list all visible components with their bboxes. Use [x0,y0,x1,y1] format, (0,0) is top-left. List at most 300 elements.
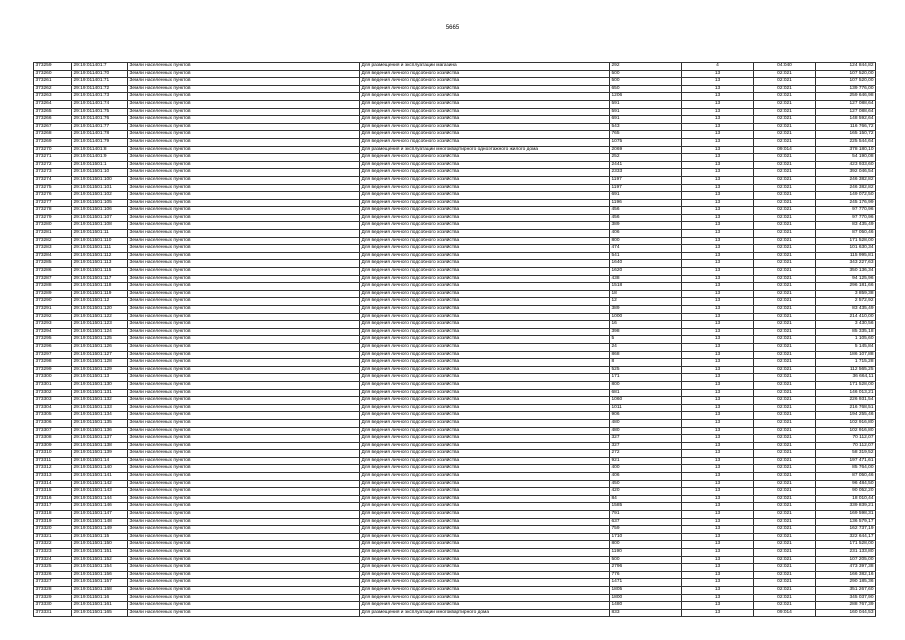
group-code-cell: 13 [682,70,754,78]
area-cell: 1585 [610,503,682,511]
area-cell: 691 [610,192,682,200]
use-code-cell: 02:021 [754,579,816,587]
cadastral-number-cell: 29:19:011501:154 [72,564,128,572]
group-code-cell: 13 [682,526,754,534]
table-row [34,571,876,579]
use-code-cell: 02:021 [754,184,816,192]
permitted-use-cell: Для ведения личного подсобного хозяйства [360,586,610,594]
record-number-cell: 373295 [34,336,72,344]
cadastral-value-cell: 288 767,39 [816,602,876,610]
area-cell: 2796 [610,564,682,572]
record-number-cell: 373275 [34,184,72,192]
table-row [34,518,876,526]
area-cell: 525 [610,366,682,374]
group-code-cell: 13 [682,541,754,549]
area-cell: 400 [610,465,682,473]
permitted-use-cell: Для ведения личного подсобного хозяйства [360,427,610,435]
table-row [34,298,876,306]
record-number-cell: 373261 [34,78,72,86]
use-code-cell: 02:021 [754,518,816,526]
use-code-cell: 02:021 [754,594,816,602]
area-cell: 1197 [610,176,682,184]
cadastral-value-cell: 246 382,82 [816,184,876,192]
land-category-cell: Земли населенных пунктов [128,230,360,238]
group-code-cell: 13 [682,336,754,344]
use-code-cell: 02:021 [754,161,816,169]
cadastral-value-cell: 136 579,17 [816,518,876,526]
record-number-cell: 373294 [34,328,72,336]
group-code-cell: 13 [682,230,754,238]
cadastral-value-cell: 343 227,63 [816,260,876,268]
table-row [34,328,876,336]
cadastral-value-cell: 97 770,96 [816,207,876,215]
cadastral-number-cell: 29:19:011401:71 [72,78,128,86]
area-cell: 18 [610,290,682,298]
use-code-cell: 02:021 [754,199,816,207]
area-cell: 800 [610,381,682,389]
area-cell: 591 [610,100,682,108]
permitted-use-cell: Для ведения личного подсобного хозяйства [360,435,610,443]
cadastral-number-cell: 29:19:011501:165 [72,609,128,617]
permitted-use-cell: Для ведения личного подсобного хозяйства [360,450,610,458]
cadastral-number-cell: 29:19:011501:161 [72,602,128,610]
cadastral-value-cell: 214 410,00 [816,313,876,321]
cadastral-value-cell: 166 382,16 [816,571,876,579]
use-code-cell: 02:021 [754,169,816,177]
group-code-cell: 13 [682,131,754,139]
permitted-use-cell: Для размещения и эксплуатации многоквартирного дома [360,609,610,617]
group-code-cell: 13 [682,93,754,101]
permitted-use-cell: Для ведения личного подсобного хозяйства [360,108,610,116]
cadastral-number-cell: 29:19:011501:158 [72,586,128,594]
permitted-use-cell: Для ведения личного подсобного хозяйства [360,131,610,139]
cadastral-value-cell: 107 520,00 [816,78,876,86]
record-number-cell: 373259 [34,63,72,71]
area-cell: 84 [610,495,682,503]
cadastral-number-cell: 29:19:011501:112 [72,252,128,260]
use-code-cell: 02:021 [754,503,816,511]
cadastral-value-cell: 473 397,38 [816,564,876,572]
use-code-cell: 02:021 [754,457,816,465]
table-row [34,412,876,420]
group-code-cell: 13 [682,306,754,314]
use-code-cell: 02:021 [754,586,816,594]
record-number-cell: 373299 [34,366,72,374]
area-cell: 833 [610,609,682,617]
cadastral-value-cell: 350 136,34 [816,268,876,276]
cadastral-number-cell: 29:19:011501:11 [72,230,128,238]
group-code-cell: 13 [682,85,754,93]
land-category-cell: Земли населенных пунктов [128,237,360,245]
permitted-use-cell: Для ведения личного подсобного хозяйства [360,283,610,291]
cadastral-number-cell: 29:19:011501:137 [72,435,128,443]
table-row [34,450,876,458]
record-number-cell: 373319 [34,518,72,526]
land-category-cell: Земли населенных пунктов [128,457,360,465]
permitted-use-cell: Для ведения личного подсобного хозяйства [360,503,610,511]
table-row [34,419,876,427]
land-category-cell: Земли населенных пунктов [128,100,360,108]
permitted-use-cell: Для ведения личного подсобного хозяйства [360,336,610,344]
use-code-cell: 02:021 [754,389,816,397]
land-category-cell: Земли населенных пунктов [128,450,360,458]
land-category-cell: Земли населенных пунктов [128,389,360,397]
permitted-use-cell: Для ведения личного подсобного хозяйства [360,321,610,329]
use-code-cell: 02:021 [754,154,816,162]
area-cell: 791 [610,511,682,519]
area-cell: 24 [610,343,682,351]
permitted-use-cell: Для ведения личного подсобного хозяйства [360,85,610,93]
cadastral-value-cell: 296 181,66 [816,283,876,291]
land-category-cell: Земли населенных пунктов [128,214,360,222]
land-category-cell: Земли населенных пунктов [128,283,360,291]
group-code-cell: 13 [682,351,754,359]
use-code-cell: 02:021 [754,70,816,78]
cadastral-number-cell: 29:19:011501:134 [72,412,128,420]
table-row [34,184,876,192]
group-code-cell: 13 [682,419,754,427]
permitted-use-cell: Для ведения личного подсобного хозяйства [360,564,610,572]
group-code-cell: 13 [682,480,754,488]
cadastral-value-cell: 216 768,51 [816,404,876,412]
land-category-cell: Земли населенных пунктов [128,138,360,146]
table-row [34,541,876,549]
table-row [34,123,876,131]
land-category-cell: Земли населенных пунктов [128,336,360,344]
area-cell: 800 [610,237,682,245]
area-cell: 1710 [610,533,682,541]
permitted-use-cell: Для ведения личного подсобного хозяйства [360,230,610,238]
cadastral-number-cell: 29:19:011501:102 [72,192,128,200]
record-number-cell: 373283 [34,245,72,253]
land-category-cell: Земли населенных пунктов [128,442,360,450]
table-row [34,78,876,86]
land-category-cell: Земли населенных пунктов [128,290,360,298]
area-cell: 2441 [610,161,682,169]
cadastral-number-cell: 29:19:011501:146 [72,503,128,511]
use-code-cell: 02:021 [754,366,816,374]
area-cell: 500 [610,556,682,564]
table-row [34,214,876,222]
permitted-use-cell: Для ведения личного подсобного хозяйства [360,473,610,481]
land-category-cell: Земли населенных пунктов [128,609,360,617]
permitted-use-cell: Для ведения личного подсобного хозяйства [360,214,610,222]
table-row [34,549,876,557]
table-row [34,138,876,146]
permitted-use-cell: Для ведения личного подсобного хозяйства [360,480,610,488]
land-category-cell: Земли населенных пунктов [128,169,360,177]
use-code-cell: 02:021 [754,549,816,557]
land-category-cell: Земли населенных пунктов [128,404,360,412]
land-category-cell: Земли населенных пунктов [128,328,360,336]
group-code-cell: 13 [682,298,754,306]
record-number-cell: 373318 [34,511,72,519]
group-code-cell: 13 [682,146,754,154]
group-code-cell: 13 [682,343,754,351]
record-number-cell: 373326 [34,571,72,579]
use-code-cell: 02:021 [754,214,816,222]
table-row [34,586,876,594]
cadastral-value-cell: 162 737,19 [816,526,876,534]
land-category-cell: Земли населенных пунктов [128,381,360,389]
cadastral-number-cell: 29:19:011401:79 [72,138,128,146]
table-row [34,161,876,169]
area-cell: 1011 [610,404,682,412]
use-code-cell: 02:021 [754,123,816,131]
area-cell: 1060 [610,397,682,405]
area-cell: 500 [610,70,682,78]
use-code-cell: 02:021 [754,336,816,344]
use-code-cell: 02:021 [754,222,816,230]
record-number-cell: 373271 [34,154,72,162]
area-cell: 1000 [610,313,682,321]
table-row [34,230,876,238]
land-category-cell: Земли населенных пунктов [128,586,360,594]
cadastral-value-cell: 345 037,90 [816,594,876,602]
table-row [34,442,876,450]
record-number-cell: 373329 [34,594,72,602]
cadastral-value-cell: 3 430,56 [816,321,876,329]
page-number: 5665 [445,25,460,31]
land-category-cell: Земли населенных пунктов [128,268,360,276]
permitted-use-cell: Для ведения личного подсобного хозяйства [360,442,610,450]
cadastral-value-cell: 127 088,64 [816,108,876,116]
cadastral-value-cell: 83 435,49 [816,222,876,230]
area-cell: 1805 [610,586,682,594]
use-code-cell: 02:021 [754,230,816,238]
group-code-cell: 13 [682,549,754,557]
land-category-cell: Земли населенных пунктов [128,359,360,367]
record-number-cell: 373306 [34,419,72,427]
group-code-cell: 13 [682,564,754,572]
cadastral-value-cell: 97 770,96 [816,214,876,222]
land-category-cell: Земли населенных пунктов [128,275,360,283]
permitted-use-cell: Для ведения личного подсобного хозяйства [360,306,610,314]
table-row [34,131,876,139]
land-category-cell: Земли населенных пунктов [128,222,360,230]
use-code-cell: 02:021 [754,108,816,116]
permitted-use-cell: Для ведения личного подсобного хозяйства [360,404,610,412]
use-code-cell: 02:021 [754,131,816,139]
area-cell: 8 [610,359,682,367]
cadastral-value-cell: 90 052,20 [816,488,876,496]
cadastral-value-cell: 107 520,00 [816,70,876,78]
cadastral-value-cell: 351 267,60 [816,586,876,594]
record-number-cell: 373280 [34,222,72,230]
area-cell: 450 [610,480,682,488]
table-row [34,306,876,314]
use-code-cell: 09:014 [754,609,816,617]
group-code-cell: 13 [682,594,754,602]
land-category-cell: Земли населенных пунктов [128,488,360,496]
area-cell: 759 [610,526,682,534]
group-code-cell: 13 [682,328,754,336]
land-category-cell: Земли населенных пунктов [128,374,360,382]
cadastral-value-cell: 339 839,21 [816,503,876,511]
record-number-cell: 373307 [34,427,72,435]
table-row [34,275,876,283]
table-row [34,533,876,541]
area-cell: 691 [610,116,682,124]
cadastral-number-cell: 29:19:011501:138 [72,442,128,450]
permitted-use-cell: Для ведения личного подсобного хозяйства [360,123,610,131]
permitted-use-cell: Для ведения личного подсобного хозяйства [360,602,610,610]
group-code-cell: 13 [682,313,754,321]
group-code-cell: 13 [682,245,754,253]
land-category-cell: Земли населенных пунктов [128,473,360,481]
land-category-cell: Земли населенных пунктов [128,78,360,86]
area-cell: 868 [610,351,682,359]
use-code-cell: 02:021 [754,245,816,253]
table-row [34,169,876,177]
cadastral-value-cell: 148 592,64 [816,116,876,124]
group-code-cell: 13 [682,169,754,177]
table-row [34,100,876,108]
area-cell: 921 [610,457,682,465]
use-code-cell: 02:021 [754,465,816,473]
use-code-cell: 02:021 [754,488,816,496]
table-row [34,511,876,519]
group-code-cell: 13 [682,252,754,260]
cadastral-value-cell: 171 528,00 [816,237,876,245]
cadastral-value-cell: 322 644,17 [816,533,876,541]
permitted-use-cell: Для ведения личного подсобного хозяйства [360,116,610,124]
permitted-use-cell: Для ведения личного подсобного хозяйства [360,556,610,564]
permitted-use-cell: Для ведения личного подсобного хозяйства [360,184,610,192]
group-code-cell: 13 [682,602,754,610]
table-row [34,503,876,511]
cadastral-value-cell: 290 185,36 [816,579,876,587]
use-code-cell: 02:021 [754,397,816,405]
record-number-cell: 373272 [34,161,72,169]
cadastral-number-cell: 29:19:011501:13 [72,374,128,382]
table-row [34,343,876,351]
cadastral-number-cell: 29:19:011501:156 [72,571,128,579]
land-category-cell: Земли населенных пунктов [128,419,360,427]
use-code-cell: 04:040 [754,63,816,71]
record-number-cell: 373288 [34,283,72,291]
group-code-cell: 13 [682,473,754,481]
table-row [34,207,876,215]
use-code-cell: 02:021 [754,359,816,367]
group-code-cell: 13 [682,123,754,131]
area-cell: 543 [610,123,682,131]
record-number-cell: 373303 [34,397,72,405]
cadastral-number-cell: 29:19:011501:152 [72,556,128,564]
group-code-cell: 13 [682,283,754,291]
cadastral-value-cell: 96 484,50 [816,480,876,488]
land-category-cell: Земли населенных пунктов [128,564,360,572]
cadastral-number-cell: 29:19:011501:127 [72,351,128,359]
land-category-cell: Земли населенных пунктов [128,579,360,587]
area-cell: 389 [610,222,682,230]
record-number-cell: 373267 [34,123,72,131]
record-number-cell: 373328 [34,586,72,594]
use-code-cell: 02:021 [754,343,816,351]
land-category-cell: Земли населенных пунктов [128,397,360,405]
permitted-use-cell: Для ведения личного подсобного хозяйства [360,397,610,405]
table-row [34,480,876,488]
cadastral-value-cell: 139 776,00 [816,85,876,93]
group-code-cell: 13 [682,533,754,541]
cadastral-value-cell: 259 646,98 [816,93,876,101]
cadastral-number-cell: 29:19:011501:129 [72,366,128,374]
cadastral-value-cell: 197 471,61 [816,457,876,465]
use-code-cell: 02:021 [754,435,816,443]
record-number-cell: 373281 [34,230,72,238]
land-category-cell: Земли населенных пунктов [128,526,360,534]
table-row [34,381,876,389]
group-code-cell: 13 [682,214,754,222]
cadastral-number-cell: 29:19:011501:147 [72,511,128,519]
cadastral-value-cell: 2 572,92 [816,298,876,306]
permitted-use-cell: Для ведения личного подсобного хозяйства [360,412,610,420]
use-code-cell: 02:021 [754,260,816,268]
cadastral-number-cell: 29:19:011501:149 [72,526,128,534]
use-code-cell: 02:021 [754,298,816,306]
area-cell: 456 [610,207,682,215]
use-code-cell: 02:021 [754,78,816,86]
table-row [34,473,876,481]
permitted-use-cell: Для ведения личного подсобного хозяйства [360,313,610,321]
record-number-cell: 373284 [34,252,72,260]
cadastral-number-cell: 29:19:011501:128 [72,359,128,367]
permitted-use-cell: Для ведения личного подсобного хозяйства [360,549,610,557]
cadastral-number-cell: 29:19:011501:133 [72,404,128,412]
cadastral-number-cell: 29:19:011501:135 [72,419,128,427]
cadastral-value-cell: 102 916,80 [816,419,876,427]
use-code-cell: 02:021 [754,275,816,283]
table-row [34,63,876,71]
use-code-cell: 02:021 [754,321,816,329]
cadastral-value-cell: 392 046,54 [816,169,876,177]
land-category-cell: Земли населенных пунктов [128,480,360,488]
land-category-cell: Земли населенных пунктов [128,245,360,253]
land-category-cell: Земли населенных пунктов [128,260,360,268]
table-row [34,192,876,200]
cadastral-number-cell: 29:19:011501:141 [72,473,128,481]
record-number-cell: 373290 [34,298,72,306]
group-code-cell: 13 [682,108,754,116]
permitted-use-cell: Для ведения личного подсобного хозяйства [360,169,610,177]
cadastral-value-cell: 112 565,25 [816,366,876,374]
cadastral-number-cell: 29:19:011501:144 [72,495,128,503]
land-category-cell: Земли населенных пунктов [128,176,360,184]
permitted-use-cell: Для ведения личного подсобного хозяйства [360,351,610,359]
cadastral-number-cell: 29:19:011501:139 [72,450,128,458]
cadastral-number-cell: 29:19:011501:132 [72,397,128,405]
use-code-cell: 02:021 [754,450,816,458]
group-code-cell: 13 [682,138,754,146]
group-code-cell: 13 [682,503,754,511]
record-number-cell: 373302 [34,389,72,397]
table-row [34,556,876,564]
land-category-cell: Земли населенных пунктов [128,343,360,351]
cadastral-value-cell: 169 598,31 [816,511,876,519]
permitted-use-cell: Для ведения личного подсобного хозяйства [360,268,610,276]
use-code-cell: 02:021 [754,495,816,503]
record-number-cell: 373310 [34,450,72,458]
record-number-cell: 373276 [34,192,72,200]
group-code-cell: 4 [682,63,754,71]
use-code-cell: 02:021 [754,526,816,534]
record-number-cell: 373308 [34,435,72,443]
table-row [34,389,876,397]
table-row [34,495,876,503]
cadastral-value-cell: 194 255,46 [816,412,876,420]
permitted-use-cell: Для ведения личного подсобного хозяйства [360,298,610,306]
table-row [34,70,876,78]
